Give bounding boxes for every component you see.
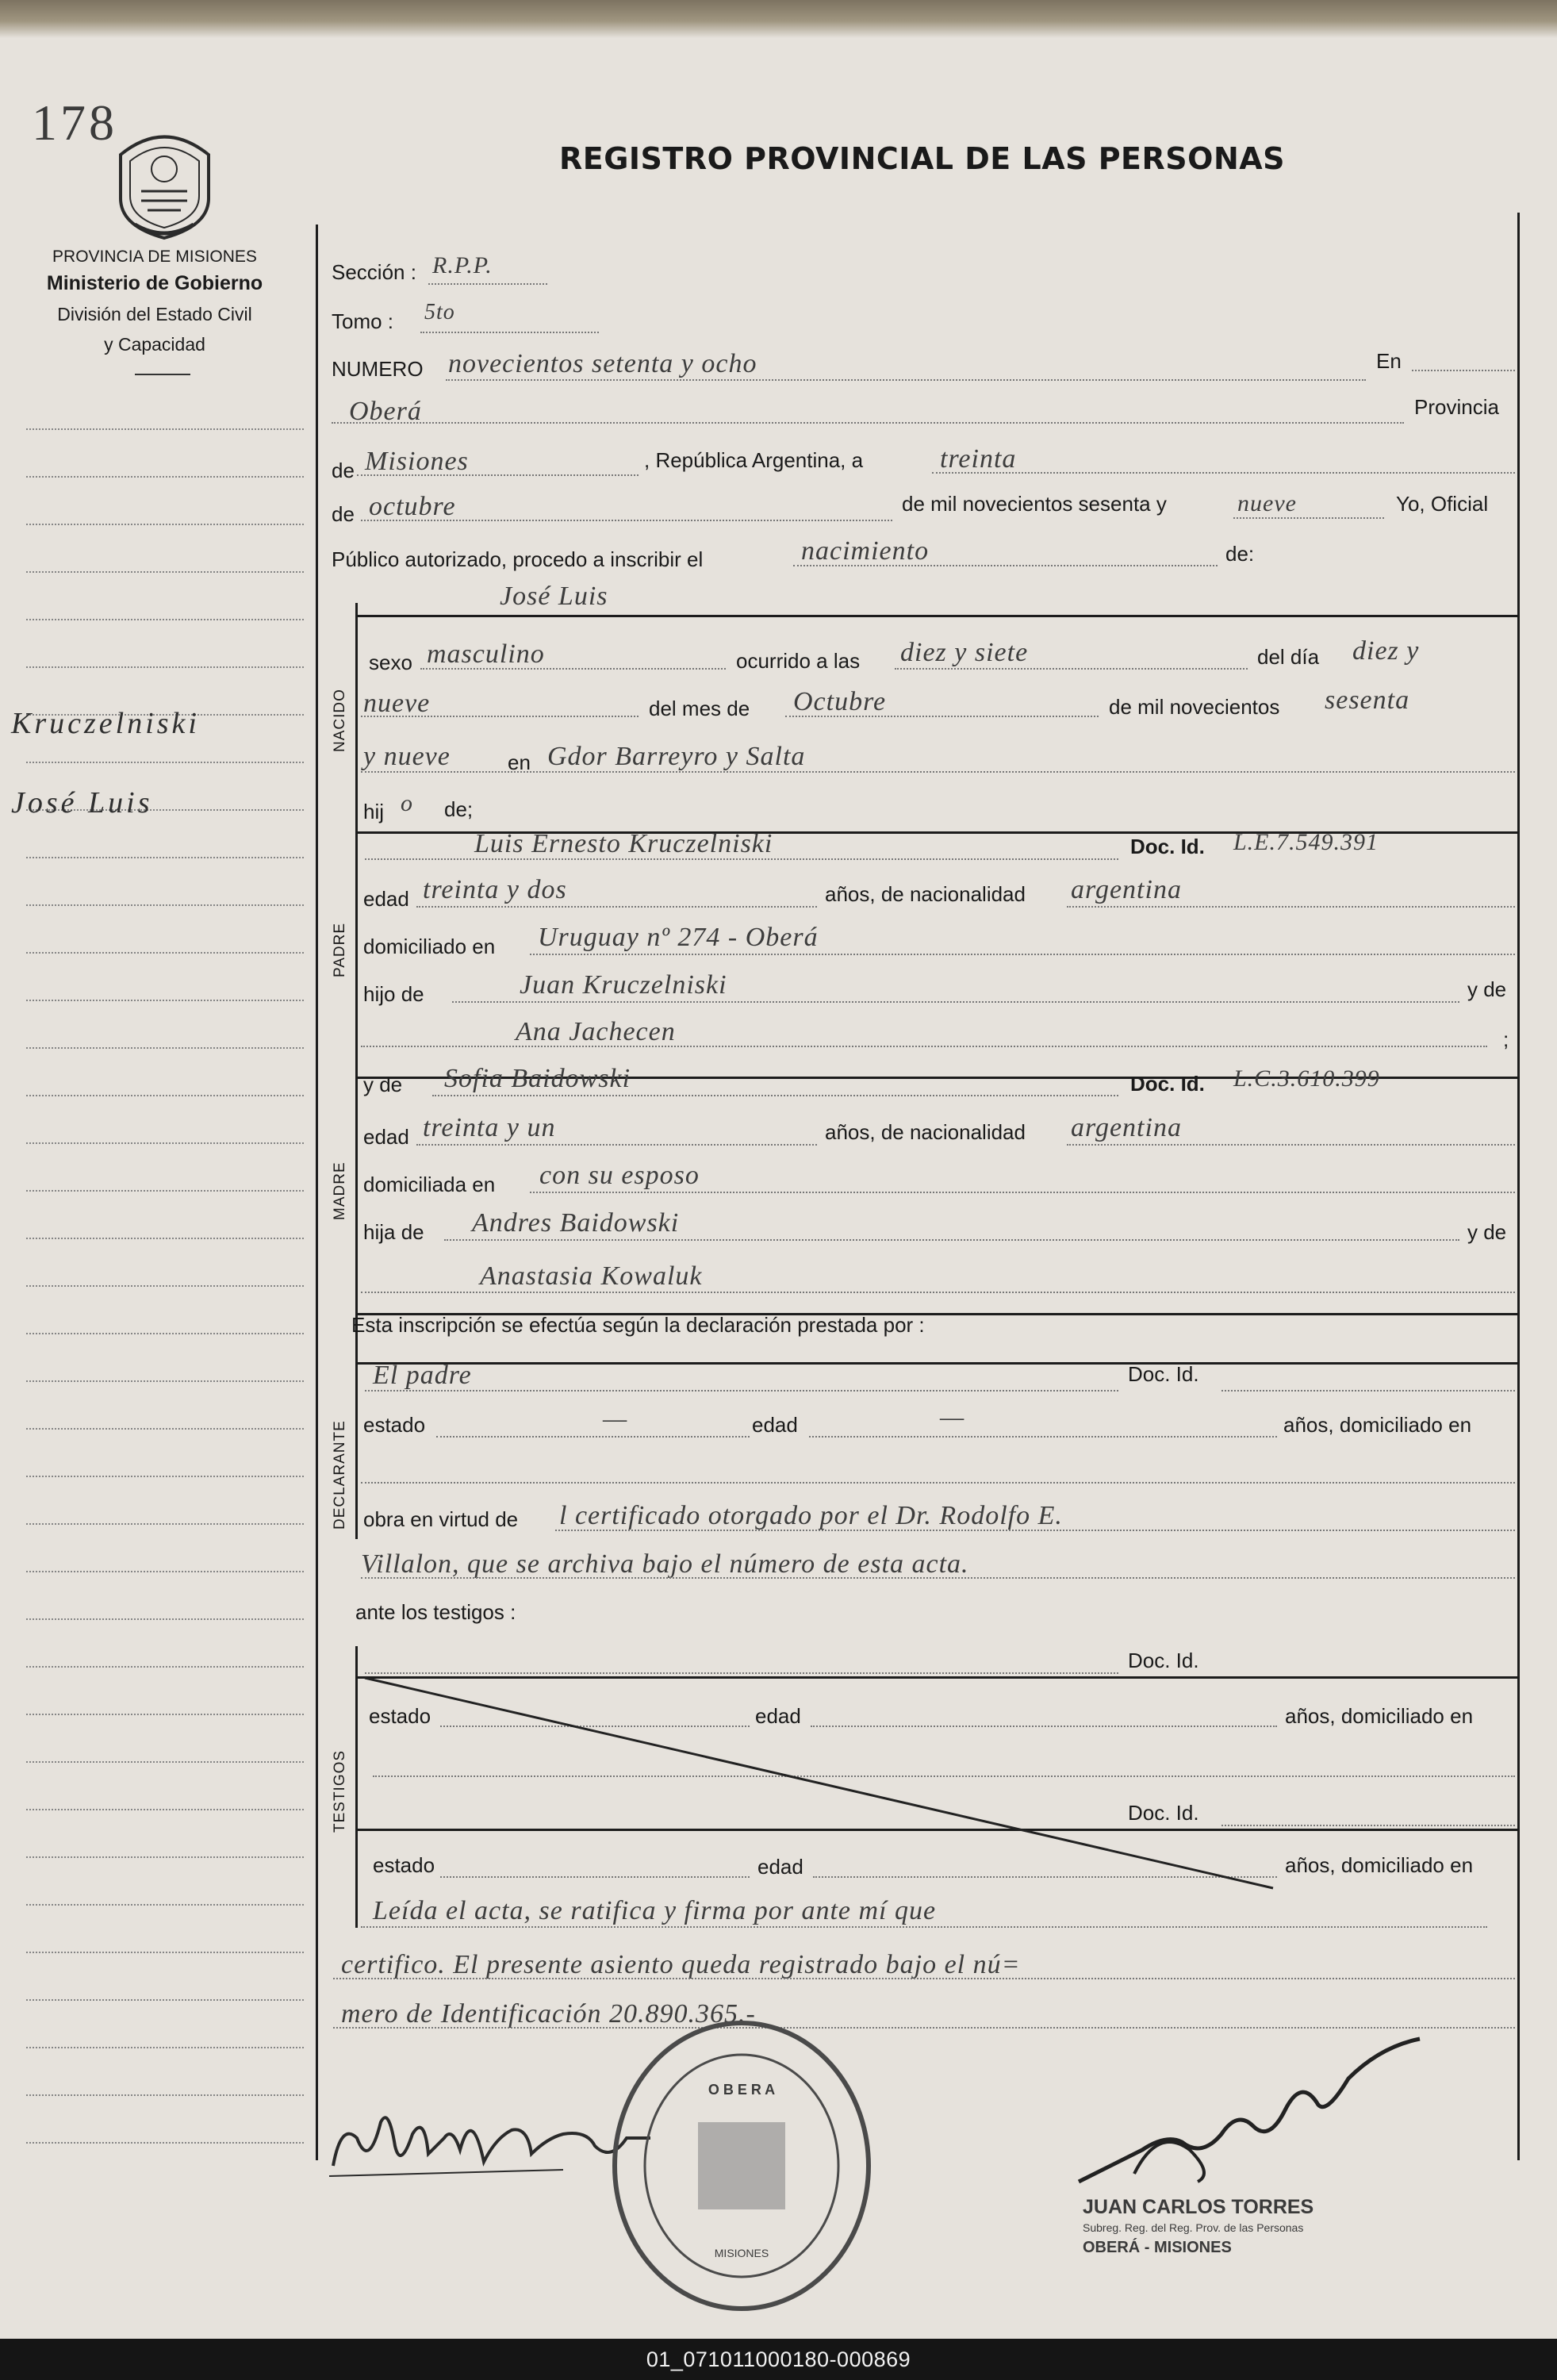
field-declarant-edad: —	[940, 1403, 965, 1432]
fill-line	[420, 332, 599, 333]
label-sexo: sexo	[369, 651, 412, 674]
field-paternal-grandmother: Ana Jachecen	[516, 1017, 676, 1046]
fill-line	[420, 668, 726, 670]
margin-ruled-line	[26, 1333, 304, 1334]
margin-ruled-line	[26, 2094, 304, 2096]
margin-ruled-line	[26, 1095, 304, 1096]
label-publico: Público autorizado, procedo a inscribir el	[332, 547, 704, 571]
label-de: de	[332, 459, 355, 482]
field-mother-address: con su esposo	[539, 1161, 700, 1190]
field-mother-age: treinta y un	[423, 1113, 556, 1142]
label-father-doc: Doc. Id.	[1130, 835, 1205, 858]
label-estado: estado	[373, 1853, 435, 1877]
label-anos-dom: años, domiciliado en	[1285, 1853, 1474, 1877]
margin-given-name: José Luis	[11, 786, 153, 820]
field-sex: masculino	[427, 639, 545, 669]
margin-ruled-line	[26, 524, 304, 525]
field-declarant-estado: —	[603, 1404, 628, 1434]
field-child-suffix: o	[401, 790, 413, 816]
fill-line	[365, 1390, 1118, 1392]
label-numero: NUMERO	[332, 357, 424, 381]
fill-line	[428, 283, 547, 285]
closing-line-1: Leída el acta, se ratifica y firma por ante mí que	[373, 1896, 937, 1925]
field-obra-1: l certificado otorgado por el Dr. Rodolfo E.	[559, 1501, 1063, 1530]
label-republica: , República Argentina, a	[644, 448, 864, 472]
label-anos-dom: años, domiciliado en	[1285, 1704, 1474, 1728]
header-ministry: Ministerio de Gobierno	[46, 272, 263, 294]
fill-line	[361, 716, 639, 717]
label-anos-nac: años, de nacionalidad	[825, 882, 1026, 906]
margin-ruled-line	[26, 2047, 304, 2048]
archive-reference: 01_071011000180-000869	[0, 2339, 1557, 2380]
closing-line-3: mero de Identificación 20.890.365.-	[341, 1999, 756, 2029]
field-birth-day-2: nueve	[363, 689, 431, 718]
fill-line	[361, 1577, 1515, 1579]
label-mother-doc: Doc. Id.	[1130, 1072, 1205, 1096]
margin-ruled-line	[26, 2142, 304, 2144]
label-ocurrido: ocurrido a las	[736, 649, 861, 673]
margin-ruled-line	[26, 1999, 304, 2001]
header-province: PROVINCIA DE MISIONES	[52, 248, 257, 266]
label-obra: obra en virtud de	[363, 1507, 519, 1531]
label-edad: edad	[757, 1855, 803, 1879]
margin-ruled-line	[26, 1714, 304, 1715]
margin-surname: Kruczelniski	[11, 707, 200, 740]
margin-ruled-line	[26, 1047, 304, 1049]
field-father-doc: L.E.7.549.391	[1233, 829, 1379, 855]
margin-ruled-line	[26, 1142, 304, 1144]
section-divider	[355, 1362, 1520, 1365]
fill-line	[432, 1095, 1118, 1096]
label-anos-dom: años, domiciliado en	[1283, 1413, 1472, 1437]
section-divider	[355, 615, 1520, 617]
field-time: diez y siete	[900, 638, 1029, 667]
field-maternal-grandmother: Anastasia Kowaluk	[480, 1261, 703, 1291]
field-birth-month: Octubre	[793, 687, 887, 716]
label-anos-nac: años, de nacionalidad	[825, 1120, 1026, 1144]
label-ante: ante los testigos :	[355, 1600, 516, 1624]
section-label-nacido: NACIDO	[332, 689, 348, 752]
margin-ruled-line	[26, 1190, 304, 1192]
fill-line	[361, 771, 1515, 773]
fill-line	[416, 1144, 817, 1146]
fill-line	[1221, 1390, 1515, 1392]
label-declarant-doc: Doc. Id.	[1128, 1362, 1199, 1386]
margin-ruled-line	[26, 1428, 304, 1430]
margin-ruled-line	[26, 1952, 304, 1953]
label-del-dia: del día	[1257, 645, 1320, 669]
field-father-name: Luis Ernesto Kruczelniski	[474, 829, 773, 858]
fill-line	[361, 1482, 1515, 1484]
fill-line	[446, 379, 1366, 381]
field-place: Oberá	[349, 397, 422, 426]
label-seccion: Sección :	[332, 260, 416, 284]
fill-line	[555, 1530, 1515, 1531]
fill-line	[895, 668, 1248, 670]
section-label-testigos: TESTIGOS	[332, 1749, 348, 1833]
label-tomo: Tomo :	[332, 309, 394, 333]
field-day: treinta	[940, 444, 1017, 474]
closing-line-2: certifico. El presente asiento queda registrado bajo el nú=	[341, 1950, 1021, 1979]
section-label-padre: PADRE	[332, 922, 348, 977]
margin-ruled-line	[26, 1000, 304, 1001]
field-numero: novecientos setenta y ocho	[448, 349, 757, 378]
header-division: División del Estado Civil	[57, 304, 252, 324]
label-de-colon: de:	[1225, 542, 1255, 566]
fill-line	[361, 1926, 1487, 1928]
field-obra-2: Villalon, que se archiva bajo el número de esta acta.	[361, 1549, 969, 1579]
margin-ruled-line	[26, 571, 304, 573]
fill-line	[357, 474, 639, 476]
fill-line	[452, 1001, 1459, 1003]
field-name: José Luis	[500, 582, 608, 611]
field-declarant: El padre	[373, 1361, 472, 1390]
margin-ruled-line	[26, 1380, 304, 1382]
label-y-de: y de	[1467, 1220, 1507, 1244]
fill-line	[365, 858, 1118, 860]
page-number: 178	[32, 94, 117, 151]
page-title: REGISTRO PROVINCIAL DE LAS PERSONAS	[559, 141, 1286, 176]
margin-ruled-line	[26, 619, 304, 620]
label-edad: edad	[752, 1413, 798, 1437]
field-father-age: treinta y dos	[423, 875, 567, 904]
field-birth-year-1: sesenta	[1325, 685, 1410, 715]
fill-line	[1233, 517, 1384, 519]
fill-line	[361, 1292, 1515, 1293]
margin-ruled-line	[26, 1523, 304, 1525]
form-left-border	[316, 225, 318, 2160]
margin-ruled-line	[26, 857, 304, 858]
field-father-nat: argentina	[1071, 875, 1182, 904]
book-binding-edge	[0, 0, 1557, 38]
field-birth-day-1: diez y	[1352, 636, 1420, 666]
fill-line	[809, 1436, 1277, 1438]
official-stamp	[607, 2015, 876, 2317]
field-paternal-grandfather: Juan Kruczelniski	[520, 970, 727, 1000]
fill-line	[444, 1239, 1459, 1241]
margin-ruled-line	[26, 762, 304, 763]
witness-strike-line	[353, 1670, 1281, 1892]
field-year-suffix: nueve	[1237, 490, 1297, 516]
label-hija-de: hija de	[363, 1220, 424, 1244]
label-de-semicolon: de;	[444, 797, 474, 821]
inner-frame-line-upper	[355, 603, 358, 1539]
fill-line	[361, 520, 892, 521]
label-en: En	[1376, 349, 1402, 373]
field-birth-year-2: y nueve	[363, 742, 451, 771]
fill-line	[785, 716, 1099, 717]
margin-ruled-line	[26, 952, 304, 954]
field-province: Misiones	[365, 447, 469, 476]
field-month: octubre	[369, 492, 456, 521]
section-label-declarante: DECLARANTE	[332, 1420, 348, 1530]
fill-line	[416, 906, 817, 908]
margin-ruled-line	[26, 1476, 304, 1477]
field-mother-nat: argentina	[1071, 1113, 1182, 1142]
margin-ruled-line	[26, 1618, 304, 1620]
fill-line	[1067, 1144, 1515, 1146]
section-label-madre: MADRE	[332, 1161, 348, 1220]
margin-ruled-line	[26, 1761, 304, 1763]
label-witness1-doc: Doc. Id.	[1128, 1649, 1199, 1672]
fill-line	[793, 565, 1218, 566]
margin-ruled-line	[26, 904, 304, 906]
registrar-signature	[1063, 2031, 1436, 2213]
header-rule	[135, 374, 190, 375]
fill-line	[932, 472, 1515, 474]
margin-ruled-line	[26, 1285, 304, 1287]
label-en: en	[508, 750, 531, 774]
margin-ruled-line	[26, 1666, 304, 1668]
fill-line	[1067, 906, 1515, 908]
margin-ruled-line	[26, 1809, 304, 1810]
fill-line	[530, 954, 1515, 955]
fill-line	[436, 1436, 750, 1438]
label-edad: edad	[755, 1704, 801, 1728]
svg-text:O B E R A: O B E R A	[708, 2082, 776, 2098]
label-y-de: y de	[1467, 977, 1507, 1001]
label-estado: estado	[369, 1704, 431, 1728]
label-inscripcion: Esta inscripción se efectúa según la declaración prestada por :	[351, 1313, 925, 1337]
label-mil-novecientos: de mil novecientos sesenta y	[902, 492, 1167, 516]
label-semicolon: ;	[1503, 1027, 1509, 1051]
registrar-name: JUAN CARLOS TORRES	[1083, 2196, 1314, 2218]
registrar-title: Subreg. Reg. del Reg. Prov. de las Personas	[1083, 2221, 1304, 2234]
margin-ruled-line	[26, 428, 304, 430]
margin-ruled-line	[26, 1856, 304, 1858]
fill-line	[1412, 370, 1515, 371]
label-del-mes: del mes de	[649, 697, 750, 720]
margin-ruled-line	[26, 1238, 304, 1239]
field-seccion: R.P.P.	[432, 252, 493, 278]
field-mother-doc: L.C.3.610.399	[1233, 1065, 1380, 1092]
header-capacity: y Capacidad	[104, 334, 205, 355]
label-estado: estado	[363, 1413, 426, 1437]
registrar-place: OBERÁ - MISIONES	[1083, 2239, 1232, 2256]
field-tomo: 5to	[424, 300, 455, 324]
field-maternal-grandfather: Andres Baidowski	[472, 1208, 680, 1238]
label-y-de-mother: y de	[363, 1073, 403, 1096]
label-provincia: Provincia	[1414, 395, 1499, 419]
field-mother-name: Sofia Baidowski	[444, 1064, 631, 1093]
form-right-border	[1517, 213, 1520, 2160]
label-edad: edad	[363, 887, 409, 911]
label-de-mil: de mil novecientos	[1109, 695, 1280, 719]
field-act-type: nacimiento	[801, 536, 930, 566]
margin-ruled-line	[26, 1571, 304, 1572]
provincial-coat-of-arms-icon	[111, 123, 218, 242]
fill-line	[530, 1192, 1515, 1193]
fill-line	[333, 2027, 1515, 2029]
margin-ruled-line	[26, 476, 304, 478]
label-domiciliada: domiciliada en	[363, 1173, 496, 1196]
fill-line	[361, 1046, 1487, 1047]
label-domiciliado: domiciliado en	[363, 935, 496, 958]
label-witness2-doc: Doc. Id.	[1128, 1801, 1199, 1825]
svg-text:MISIONES: MISIONES	[714, 2247, 769, 2259]
fill-line	[332, 422, 1404, 424]
label-oficial: Yo, Oficial	[1396, 492, 1489, 516]
margin-ruled-line	[26, 666, 304, 668]
label-edad: edad	[363, 1125, 409, 1149]
margin-ruled-line	[26, 1904, 304, 1906]
fill-line	[333, 1978, 1515, 1979]
field-father-address: Uruguay nº 274 - Oberá	[538, 923, 819, 952]
field-birth-place: Gdor Barreyro y Salta	[547, 742, 806, 771]
label-de: de	[332, 502, 355, 526]
label-hijo-de: hijo de	[363, 982, 424, 1006]
label-hij: hij	[363, 800, 385, 823]
